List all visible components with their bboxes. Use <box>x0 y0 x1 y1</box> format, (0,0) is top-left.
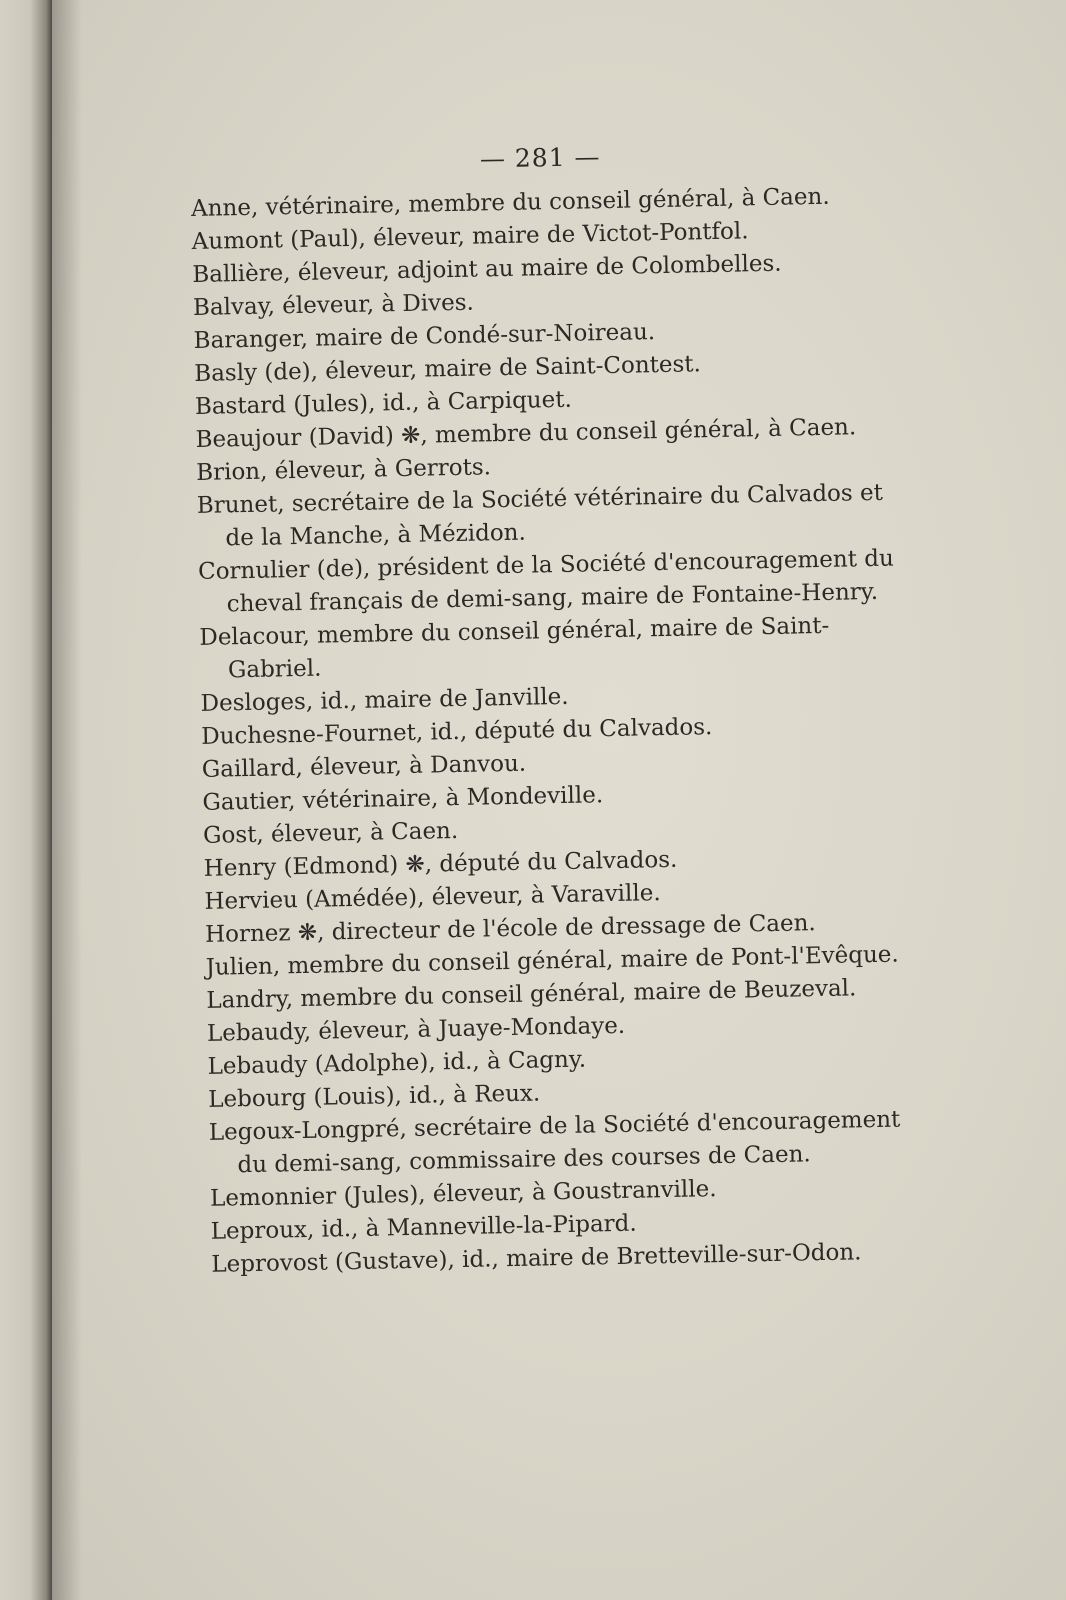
entry-lebourg: Lebourg (Louis), id., à Reux. <box>207 1080 541 1113</box>
entry-henry: Henry (Edmond) ❋, député du Calvados. <box>203 846 678 882</box>
entry-hornez: Hornez ❋, directeur de l'école de dressage de Caen. <box>204 910 816 948</box>
entry-hervieu: Hervieu (Amédée), éleveur, à Varaville. <box>204 880 661 915</box>
entry-leproux: Leproux, id., à Manneville-la-Pipard. <box>210 1210 637 1245</box>
entry-baranger: Baranger, maire de Condé-sur-Noireau. <box>193 319 656 354</box>
entry-delacour: Delacour, membre du conseil général, maire de Saint-Gabriel. <box>199 612 830 684</box>
entry-desloges: Desloges, id., maire de Janville. <box>200 683 569 717</box>
entry-lebaudy-adolphe: Lebaudy (Adolphe), id., à Cagny. <box>207 1046 587 1080</box>
entry-landry: Landry, membre du conseil général, maire de Beuzeval. <box>206 975 857 1014</box>
entry-gautier: Gautier, vétérinaire, à Mondeville. <box>202 782 604 816</box>
page-number: — 281 — <box>479 142 601 174</box>
entry-basly: Basly (de), éleveur, maire de Saint-Contest. <box>194 351 702 387</box>
entry-duchesne-fournet: Duchesne-Fournet, id., député du Calvados. <box>201 714 713 750</box>
entry-cornulier: Cornulier (de), président de la Société d'encouragement du cheval français de demi-sang, maire de Fontaine-Henry. <box>197 545 895 618</box>
page-text <box>190 137 912 1282</box>
entry-aumont: Aumont (Paul), éleveur, maire de Victot-Pontfol. <box>191 218 749 255</box>
entry-balvay: Balvay, éleveur, à Dives. <box>192 289 475 321</box>
entry-brunet: Brunet, secrétaire de la Société vétérinaire du Calvados et de la Manche, à Mézidon. <box>196 479 884 552</box>
gutter-shadow <box>52 0 82 1600</box>
entry-lemonnier: Lemonnier (Jules), éleveur, à Goustranville. <box>209 1176 717 1212</box>
entry-julien: Julien, membre du conseil général, maire de Pont-l'Evêque. <box>205 941 899 981</box>
entry-anne: Anne, vétérinaire, membre du conseil général, à Caen. <box>190 183 830 222</box>
entry-brion: Brion, éleveur, à Gerrots. <box>195 454 492 486</box>
entry-leprovost: Leprovost (Gustave), id., maire de Bretteville-sur-Odon. <box>211 1239 862 1278</box>
entry-gost: Gost, éleveur, à Caen. <box>202 817 459 849</box>
left-page-edge <box>0 0 52 1600</box>
entry-gaillard: Gaillard, éleveur, à Danvou. <box>201 750 527 783</box>
entry-lebaudy: Lebaudy, éleveur, à Juaye-Mondaye. <box>206 1012 626 1047</box>
entry-legoux-longpre: Legoux-Longpré, secrétaire de la Société d'encouragement du demi-sang, commissaire des courses de Caen. <box>208 1106 901 1179</box>
entry-balliere: Ballière, éleveur, adjoint au maire de Colombelles. <box>192 250 782 288</box>
entry-bastard: Bastard (Jules), id., à Carpiquet. <box>194 386 573 420</box>
entry-beaujour: Beaujour (David) ❋, membre du conseil général, à Caen. <box>195 414 857 453</box>
